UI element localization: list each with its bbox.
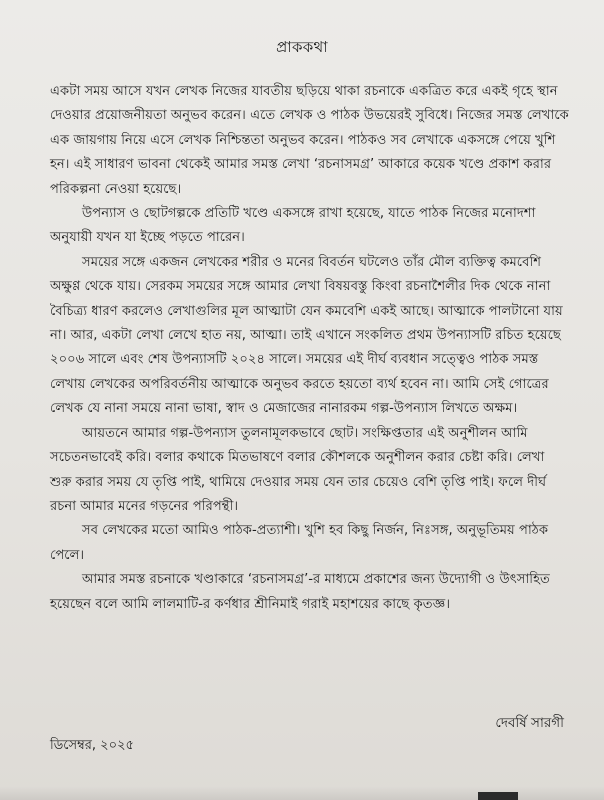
paragraph-1: একটা সময় আসে যখন লেখক নিজের যাবতীয় ছড়িয়ে থাকা রচনাকে একত্রিত করে একই গৃহে স্থান দেওয়ার প্রয়োজনীয়তা অনুভব করেন। এতে লেখক ও পাঠক উভয়েরই সুবিধে। নিজের সমস্ত লেখাকে এক জায়গায় নিয়ে এসে লেখক নিশ্চিন্ততা অনুভব করেন। পাঠকও সব লেখাকে একসঙ্গে পেয়ে খুশি হন। এই সাধারণ ভাবনা থেকেই আমার সমস্ত লেখা ‘রচনাসমগ্র’ আকারে কয়েক খণ্ডে প্রকাশ করার পরিকল্পনা নেওয়া হয়েছে। bbox=[50, 84, 569, 197]
page-title: প্রাককথা bbox=[276, 38, 328, 56]
preface-body bbox=[50, 80, 570, 617]
author-signature: দেবর্ষি সারগী bbox=[495, 715, 564, 731]
page-edge-mark bbox=[478, 792, 518, 800]
paragraph-4: আয়তনে আমার গল্প-উপন্যাস তুলনামূলকভাবে ছোট। সংক্ষিপ্ততার এই অনুশীলন আমি সচেতনভাবেই করি। বলার কথাকে মিতভাষণে বলার কৌশলকে অনুশীলন করার চেষ্টা করি। লেখা শুরু করার সময় যে তৃপ্তি পাই, থামিয়ে দেওয়ার সময় যেন তার চেয়েও বেশি তৃপ্তি পাই। ফলে দীর্ঘ রচনা আমার মনের গড়নের পরিপন্থী। bbox=[50, 425, 547, 514]
paragraph-2: উপন্যাস ও ছোটগল্পকে প্রতিটি খণ্ডে একসঙ্গে রাখা হয়েছে, যাতে পাঠক নিজের মনোদশা অনুযায়ী যখন যা ইচ্ছে পড়তে পারেন। bbox=[50, 206, 536, 246]
paragraph-3: সময়ের সঙ্গে একজন লেখকের শরীর ও মনের বিবর্তন ঘটলেও তাঁর মৌল ব্যক্তিত্ব কমবেশি অক্ষুণ্ণ থেকে যায়। সেরকম সময়ের সঙ্গে আমার লেখা বিষয়বস্তু কিংবা রচনাশৈলীর দিক থেকে নানা বৈচিত্র্য ধারণ করলেও লেখাগুলির মূল আত্মাটা যেন কমবেশি একই আছে। আত্মাকে পালটানো যায় না। আর, একটা লেখা লেখে হাত নয়, আত্মা। তাই এখানে সংকলিত প্রথম উপন্যাসটি রচিত হয়েছে ২০০৬ সালে এবং শেষ উপন্যাসটি ২০২৪ সালে। সময়ের এই দীর্ঘ ব্যবধান সত্ত্বেও পাঠক সমস্ত লেখায় লেখকের অপরিবর্তনীয় আত্মাকে অনুভব করতে হয়তো ব্যর্থ হবেন না। আমি সেই গোত্রের লেখক যে নানা সময়ে নানা ভাষা, স্বাদ ও মেজাজের নানারকম গল্প-উপন্যাস লিখতে অক্ষম। bbox=[50, 254, 563, 417]
date-line: ডিসেম্বর, ২০২৫ bbox=[50, 738, 134, 753]
paragraph-6: আমার সমস্ত রচনাকে খণ্ডাকারে ‘রচনাসমগ্র’-র মাধ্যমে প্রকাশের জন্য উদ্যোগী ও উৎসাহিত হয়েছেন বলে আমি লালমাটি-র কর্ণধার শ্রীনিমাই গরাই মহাশয়ের কাছে কৃতজ্ঞ। bbox=[50, 572, 550, 612]
paragraph-5: সব লেখকের মতো আমিও পাঠক-প্রত্যাশী। খুশি হব কিছু নির্জন, নিঃসঙ্গ, অনুভূতিময় পাঠক পেলে। bbox=[50, 523, 549, 563]
